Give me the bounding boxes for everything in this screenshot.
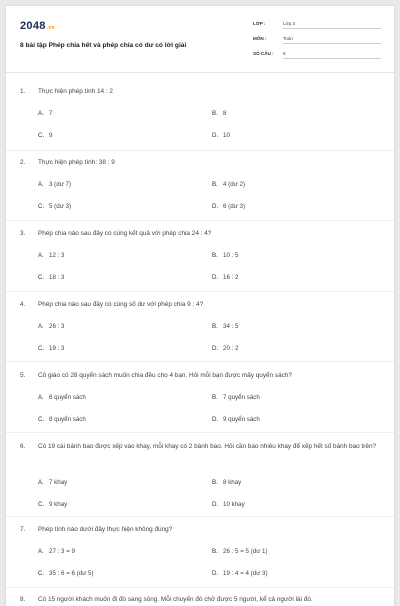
option-d[interactable] (212, 345, 238, 352)
option-text: 26 : 3 (49, 323, 65, 330)
question-text: Có 19 cái bánh bao được xếp vào khay, mỗi khay có 2 bánh bao. Hỏi cần bao nhiêu khay để xếp hết số bánh bao trên? (38, 442, 377, 450)
option-c[interactable] (38, 203, 71, 210)
page-title: 8 bài tập Phép chia hết và phép chia có dư có lời giải (20, 42, 187, 49)
option-b[interactable] (212, 548, 268, 555)
option-letter: D. (212, 501, 219, 508)
option-b[interactable] (212, 323, 238, 330)
meta-subject-row (253, 35, 381, 46)
option-text: 34 : 5 (223, 323, 239, 330)
option-text: 19 : 3 (49, 345, 65, 352)
option-letter: B. (212, 181, 218, 188)
option-a[interactable] (38, 252, 64, 259)
option-letter: D. (212, 570, 219, 577)
option-letter: C. (38, 345, 45, 352)
option-letter: C. (38, 501, 45, 508)
option-c[interactable] (38, 416, 86, 423)
meta-subject-value: Toán (283, 36, 381, 44)
question-text: Phép chia nào sau đây có cùng số dư với phép chia 9 : 4? (38, 300, 204, 308)
option-letter: C. (38, 274, 45, 281)
header-divider (6, 72, 394, 73)
option-text: 7 (49, 110, 53, 117)
option-text: 8 (223, 110, 227, 117)
question-number: 7. (20, 526, 26, 533)
logo-text: 2048 (20, 20, 46, 32)
question-divider (6, 361, 394, 362)
question-divider (6, 432, 394, 433)
option-a[interactable] (38, 479, 67, 486)
option-c[interactable] (38, 132, 52, 139)
option-letter: A. (38, 110, 44, 117)
option-letter: A. (38, 252, 44, 259)
option-b[interactable] (212, 181, 245, 188)
option-text: 19 : 4 = 4 (dư 3) (223, 570, 268, 577)
meta-subject-label: MÔN : (253, 36, 267, 41)
worksheet-page (6, 6, 394, 606)
option-letter: D. (212, 132, 219, 139)
question-number: 5. (20, 372, 26, 379)
option-text: 18 : 3 (49, 274, 65, 281)
question-number: 2. (20, 159, 26, 166)
option-letter: C. (38, 132, 45, 139)
option-text: 16 : 2 (223, 274, 239, 281)
option-letter: B. (212, 252, 218, 259)
option-text: 20 : 2 (223, 345, 239, 352)
question-text: Thực hiện phép tính: 38 : 9 (38, 158, 115, 166)
option-letter: A. (38, 323, 44, 330)
option-letter: A. (38, 548, 44, 555)
option-d[interactable] (212, 501, 245, 508)
option-letter: C. (38, 203, 45, 210)
question-number: 8. (20, 596, 26, 603)
option-text: 4 (dư 2) (223, 181, 246, 188)
option-letter: B. (212, 323, 218, 330)
option-letter: A. (38, 479, 44, 486)
option-b[interactable] (212, 110, 226, 117)
option-d[interactable] (212, 203, 245, 210)
option-text: 5 (dư 3) (49, 203, 72, 210)
option-text: 26 : 5 = 5 (dư 1) (223, 548, 268, 555)
question-number: 4. (20, 301, 26, 308)
option-text: 8 quyển sách (49, 416, 86, 423)
option-d[interactable] (212, 416, 260, 423)
option-text: 6 quyển sách (49, 394, 86, 401)
question-divider (6, 220, 394, 221)
option-letter: B. (212, 479, 218, 486)
question-text: Có 15 người khách muốn đi đò sang sông. Mỗi chuyến đò chở được 5 người, kể cả người lái đò. (38, 595, 313, 603)
option-a[interactable] (38, 110, 52, 117)
option-text: 9 khay (49, 501, 68, 508)
option-text: 8 khay (223, 479, 242, 486)
option-d[interactable] (212, 274, 238, 281)
option-text: 7 quyển sách (223, 394, 260, 401)
option-letter: C. (38, 570, 45, 577)
option-c[interactable] (38, 345, 64, 352)
site-logo[interactable] (20, 20, 55, 32)
option-text: 9 (49, 132, 53, 139)
meta-class-value: Lớp 3 (283, 21, 381, 29)
question-text: Cô giáo có 28 quyển sách muốn chia đều cho 4 bạn. Hỏi mỗi bạn được mấy quyển sách? (38, 371, 292, 379)
question-divider (6, 291, 394, 292)
meta-count-row (253, 50, 381, 61)
question-text: Thực hiện phép tính 14 : 2 (38, 87, 113, 95)
option-text: 6 (dư 3) (223, 203, 246, 210)
option-letter: D. (212, 274, 219, 281)
option-text: 10 : 5 (223, 252, 239, 259)
option-a[interactable] (38, 548, 75, 555)
question-number: 3. (20, 230, 26, 237)
option-a[interactable] (38, 394, 86, 401)
option-text: 7 khay (49, 479, 68, 486)
option-letter: A. (38, 181, 44, 188)
option-a[interactable] (38, 323, 64, 330)
option-b[interactable] (212, 479, 241, 486)
question-text: Phép tính nào dưới đây thực hiện không đúng? (38, 525, 173, 533)
option-c[interactable] (38, 274, 64, 281)
option-b[interactable] (212, 394, 260, 401)
worksheet-header (20, 20, 382, 68)
meta-class-row (253, 20, 381, 31)
question-text: Phép chia nào sau đây có cùng kết quả với phép chia 24 : 4? (38, 229, 212, 237)
question-number: 6. (20, 443, 26, 450)
option-text: 27 : 3 = 9 (49, 548, 75, 555)
option-text: 10 (223, 132, 230, 139)
option-letter: D. (212, 203, 219, 210)
option-text: 10 khay (223, 501, 245, 508)
option-letter: B. (212, 548, 218, 555)
logo-suffix: .vn (46, 25, 55, 31)
option-b[interactable] (212, 252, 238, 259)
option-letter: B. (212, 394, 218, 401)
option-d[interactable] (212, 570, 268, 577)
question-number: 1. (20, 88, 26, 95)
meta-count-label: SỐ CÂU : (253, 51, 274, 56)
option-c[interactable] (38, 570, 94, 577)
meta-class-label: LỚP : (253, 21, 266, 26)
option-letter: C. (38, 416, 45, 423)
option-letter: D. (212, 345, 219, 352)
option-text: 12 : 3 (49, 252, 65, 259)
meta-count-value: 8 (283, 51, 381, 59)
option-letter: D. (212, 416, 219, 423)
option-a[interactable] (38, 181, 71, 188)
question-divider (6, 150, 394, 151)
option-text: 9 quyển sách (223, 416, 260, 423)
option-c[interactable] (38, 501, 67, 508)
question-divider (6, 516, 394, 517)
option-d[interactable] (212, 132, 230, 139)
option-text: 3 (dư 7) (49, 181, 72, 188)
question-divider (6, 587, 394, 588)
option-text: 35 : 6 = 6 (dư 5) (49, 570, 94, 577)
option-letter: A. (38, 394, 44, 401)
option-letter: B. (212, 110, 218, 117)
